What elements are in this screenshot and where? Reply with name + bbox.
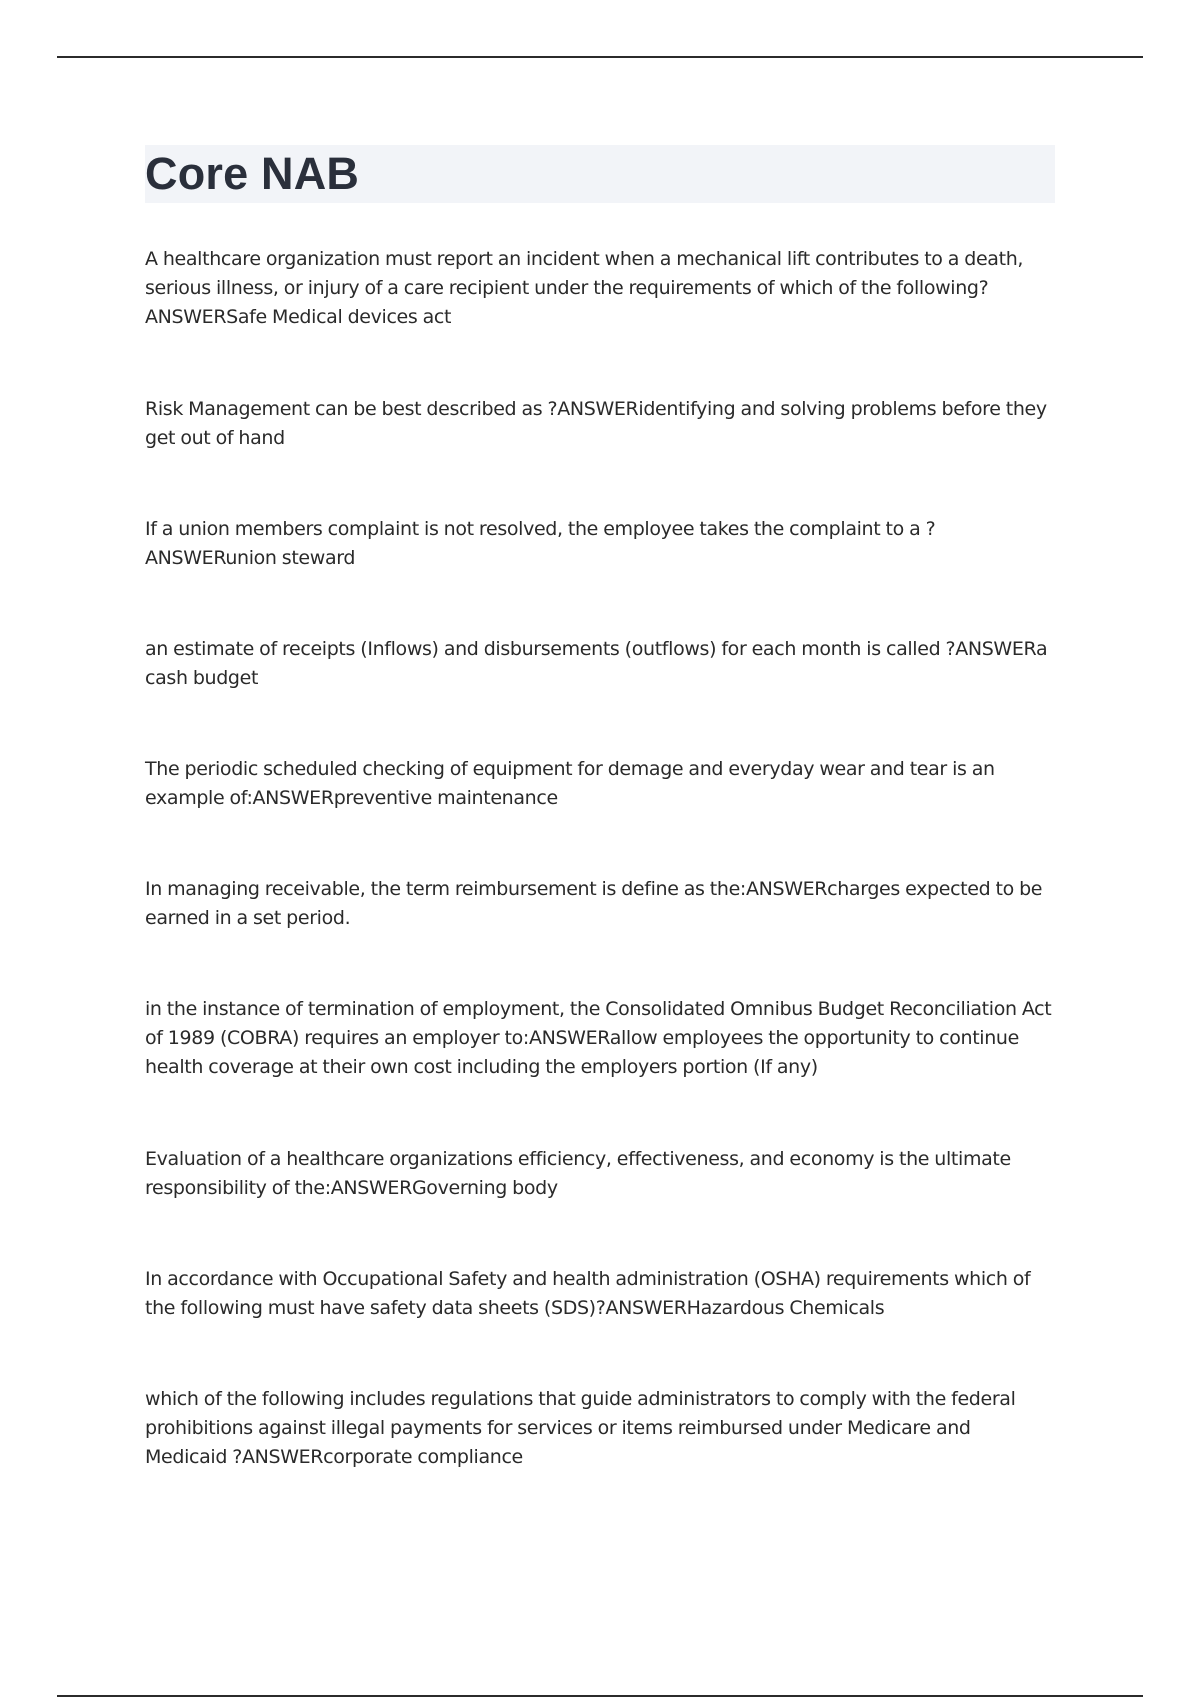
qa-item — [145, 755, 1055, 813]
question-text: which of the following includes regulations that guide administrators to comply with the federal prohibitions against illegal payments for services or items reimbursed under Medicare and Medicaid ? — [145, 1388, 1016, 1468]
qa-item — [145, 995, 1055, 1082]
qa-item — [145, 515, 1055, 573]
answer-text: corporate compliance — [323, 1446, 523, 1468]
answer-text: union steward — [225, 547, 356, 569]
bottom-rule — [57, 1695, 1143, 1697]
question-text: Risk Management can be best described as ? — [145, 398, 558, 420]
qa-item — [145, 1265, 1055, 1323]
answer-marker: ANSWER — [745, 878, 828, 900]
qa-item — [145, 1145, 1055, 1203]
answer-marker: ANSWER — [528, 1027, 610, 1049]
question-text: In accordance with Occupational Safety and health administration (OSHA) requirements which of the following must have safety data sheets (SDS)? — [145, 1268, 1031, 1319]
answer-marker: ANSWER — [145, 306, 227, 328]
answer-marker: ANSWER — [241, 1446, 324, 1468]
answer-text: Governing body — [411, 1177, 558, 1199]
answer-text: charges expected to be earned in a set period. — [145, 878, 1043, 929]
question-text: in the instance of termination of employment, the Consolidated Omnibus Budget Reconciliation Act of 1989 (COBRA) requires an employer to: — [145, 998, 1052, 1049]
answer-text: allow employees the opportunity to continue health coverage at their own cost including the employers portion (If any) — [145, 1027, 1019, 1078]
qa-item — [145, 395, 1055, 453]
question-text: Evaluation of a healthcare organizations efficiency, effectiveness, and economy is the ultimate responsibility of the: — [145, 1148, 1011, 1199]
answer-marker: ANSWER — [145, 547, 226, 569]
answer-marker: ANSWER — [605, 1297, 687, 1319]
question-text: A healthcare organization must report an incident when a mechanical lift contributes to a death, serious illness, or injury of a care recipient under the requirements of which of the following? — [145, 248, 1024, 299]
answer-text: identifying and solving problems before they get out of hand — [145, 398, 1047, 449]
question-text: an estimate of receipts (Inflows) and disbursements (outflows) for each month is called ? — [145, 638, 956, 660]
question-text: If a union members complaint is not resolved, the employee takes the complaint to a ? — [145, 518, 936, 540]
answer-marker: ANSWER — [557, 398, 639, 420]
answer-marker: ANSWER — [330, 1177, 412, 1199]
answer-text: preventive maintenance — [333, 787, 558, 809]
answer-text: Safe Medical devices act — [226, 306, 452, 328]
qa-item — [145, 635, 1055, 693]
answer-marker: ANSWER — [252, 787, 334, 809]
top-rule — [57, 56, 1143, 58]
page-title: Core NAB — [145, 148, 360, 199]
qa-item — [145, 245, 1055, 332]
answer-text: a cash budget — [145, 638, 1048, 689]
qa-item — [145, 875, 1055, 933]
question-text: In managing receivable, the term reimbursement is define as the: — [145, 878, 746, 900]
qa-item — [145, 1385, 1055, 1472]
question-text: The periodic scheduled checking of equipment for demage and everyday wear and tear is an example of: — [145, 758, 995, 809]
answer-text: Hazardous Chemicals — [686, 1297, 885, 1319]
title-band — [145, 145, 1055, 203]
answer-marker: ANSWER — [955, 638, 1036, 660]
